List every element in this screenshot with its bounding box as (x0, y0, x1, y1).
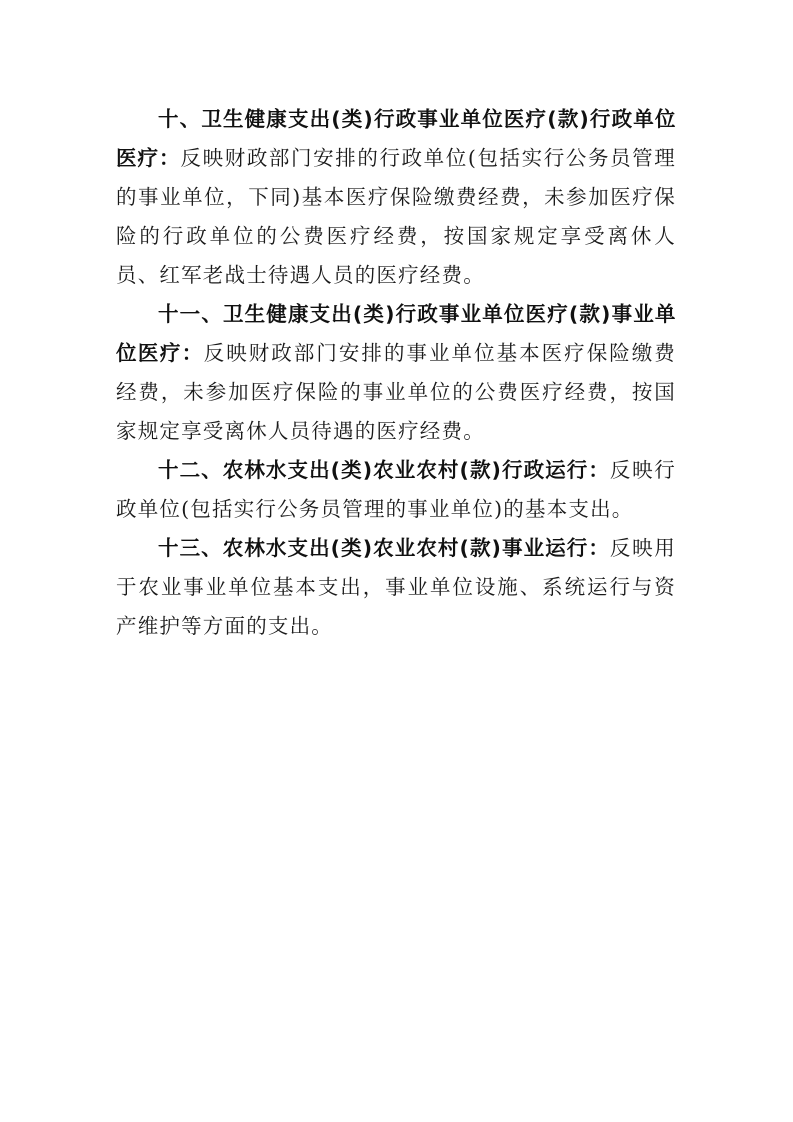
paragraph-10 (116, 100, 676, 295)
paragraph-11 (116, 295, 676, 451)
paragraph-13-body: 反映用于农业事业单位基本支出，事业单位设施、系统运行与资产维护等方面的支出。 (116, 536, 676, 638)
paragraph-12 (116, 451, 676, 529)
paragraph-11-body: 反映财政部门安排的事业单位基本医疗保险缴费经费，未参加医疗保险的事业单位的公费医疗经费，按国家规定享受离休人员待遇的医疗经费。 (116, 341, 676, 443)
paragraph-11-heading: 十一、卫生健康支出(类)行政事业单位医疗(款)事业单位医疗： (116, 302, 676, 365)
paragraph-10-body: 反映财政部门安排的行政单位(包括实行公务员管理的事业单位，下同)基本医疗保险缴费经费，未参加医疗保险的行政单位的公费医疗经费，按国家规定享受离休人员、红军老战士待遇人员的医疗经费。 (116, 146, 676, 287)
paragraph-13 (116, 529, 676, 646)
paragraph-10-heading: 十、卫生健康支出(类)行政事业单位医疗(款)行政单位医疗： (116, 107, 676, 170)
document-page (116, 100, 676, 646)
paragraph-12-heading: 十二、农林水支出(类)农业农村(款)行政运行： (158, 458, 610, 482)
paragraph-13-heading: 十三、农林水支出(类)农业农村(款)事业运行： (158, 536, 610, 560)
paragraph-12-body: 反映行政单位(包括实行公务员管理的事业单位)的基本支出。 (116, 458, 676, 521)
